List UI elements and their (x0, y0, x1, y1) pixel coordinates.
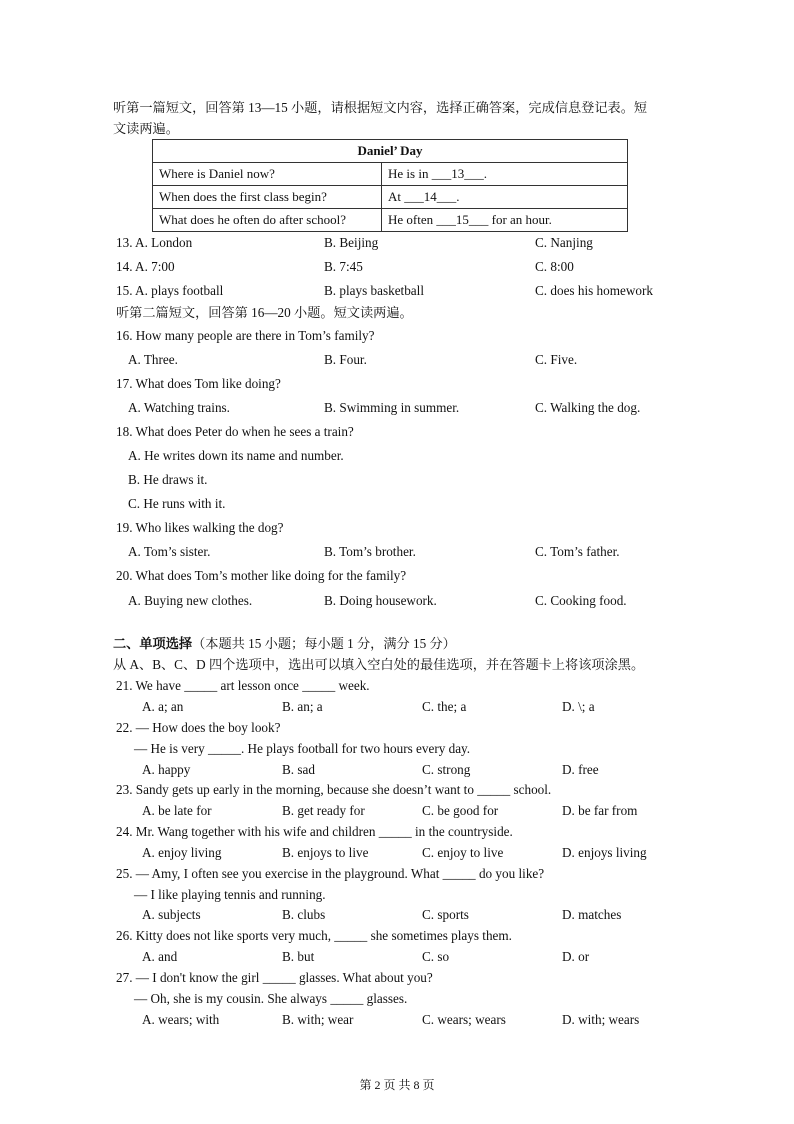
table-question: When does the first class begin? (153, 186, 382, 209)
section2-heading: 二、单项选择 (113, 636, 193, 651)
q23-stem: 23. Sandy gets up early in the morning, because she doesn’t want to _____ school. (116, 782, 552, 797)
q19-option-b: B. Tom’s brother. (324, 544, 416, 559)
q23-option-a: A. be late for (142, 803, 212, 818)
q19-option-c: C. Tom’s father. (535, 544, 620, 559)
q24-stem: 24. Mr. Wang together with his wife and children _____ in the countryside. (116, 824, 513, 839)
q23-option-b: B. get ready for (282, 803, 365, 818)
q21-stem: 21. We have _____ art lesson once _____ week. (116, 678, 370, 693)
table-answer: He often ___15___ for an hour. (382, 209, 628, 232)
q16-option-c: C. Five. (535, 352, 578, 367)
q19-option-a: A. Tom’s sister. (128, 544, 211, 559)
q20-stem: 20. What does Tom’s mother like doing for the family? (116, 568, 407, 583)
q16-option-b: B. Four. (324, 352, 367, 367)
q15-option-b: B. plays basketball (324, 283, 424, 298)
q22-option-c: C. strong (422, 762, 471, 777)
part1-intro-line1: 听第一篇短文，回答第 13—15 小题，请根据短文内容，选择正确答案，完成信息登记表。短 (113, 100, 648, 115)
q15-option-a: 15. A. plays football (116, 283, 224, 298)
q24-option-c: C. enjoy to live (422, 845, 504, 860)
q26-option-a: A. and (142, 949, 178, 964)
q20-option-b: B. Doing housework. (324, 593, 437, 608)
q20-option-a: A. Buying new clothes. (128, 593, 253, 608)
q25-stem-reply: — I like playing tennis and running. (134, 887, 326, 902)
q27-option-a: A. wears; with (142, 1012, 220, 1027)
q15-option-c: C. does his homework (535, 283, 653, 298)
page-footer: 第 2 页 共 8 页 (359, 1078, 435, 1092)
part2-intro: 听第二篇短文，回答第 16—20 小题。短文读两遍。 (116, 305, 413, 320)
q22-stem: 22. — How does the boy look? (116, 720, 281, 735)
table-row (153, 163, 628, 186)
q22-option-a: A. happy (142, 762, 191, 777)
q21-option-d: D. \; a (562, 699, 595, 714)
q25-option-c: C. sports (422, 907, 469, 922)
table-answer: He is in ___13___. (382, 163, 628, 186)
q23-option-d: D. be far from (562, 803, 638, 818)
table-question: What does he often do after school? (153, 209, 382, 232)
q22-option-d: D. free (562, 762, 599, 777)
q18-option-b: B. He draws it. (128, 472, 208, 487)
section2-note: （本题共 15 小题；每小题 1 分，满分 15 分） (192, 636, 456, 651)
table-question: Where is Daniel now? (153, 163, 382, 186)
q16-stem: 16. How many people are there in Tom’s family? (116, 328, 375, 343)
q22-stem-reply: — He is very _____. He plays football for two hours every day. (134, 741, 471, 756)
q25-stem: 25. — Amy, I often see you exercise in the playground. What _____ do you like? (116, 866, 545, 881)
section2-instruction: 从 A、B、C、D 四个选项中，选出可以填入空白处的最佳选项，并在答题卡上将该项涂黑。 (113, 657, 645, 672)
q23-option-c: C. be good for (422, 803, 499, 818)
q17-option-b: B. Swimming in summer. (324, 400, 460, 415)
q17-option-c: C. Walking the dog. (535, 400, 641, 415)
q17-option-a: A. Watching trains. (128, 400, 230, 415)
q19-stem: 19. Who likes walking the dog? (116, 520, 284, 535)
q22-option-b: B. sad (282, 762, 315, 777)
q26-option-c: C. so (422, 949, 450, 964)
q18-stem: 18. What does Peter do when he sees a train? (116, 424, 354, 439)
q25-option-a: A. subjects (142, 907, 201, 922)
q27-stem-reply: — Oh, she is my cousin. She always _____ glasses. (134, 991, 408, 1006)
q18-option-c: C. He runs with it. (128, 496, 226, 511)
part1-intro-line2: 文读两遍。 (113, 121, 179, 136)
q21-option-c: C. the; a (422, 699, 467, 714)
q27-option-d: D. with; wears (562, 1012, 640, 1027)
q27-stem: 27. — I don't know the girl _____ glasses. What about you? (116, 970, 433, 985)
q24-option-d: D. enjoys living (562, 845, 647, 860)
q13-option-c: C. Nanjing (535, 235, 593, 250)
q21-option-a: A. a; an (142, 699, 184, 714)
table-row (153, 186, 628, 209)
section2-title (113, 635, 456, 652)
q26-option-b: B. but (282, 949, 315, 964)
q18-option-a: A. He writes down its name and number. (128, 448, 344, 463)
table-answer: At ___14___. (382, 186, 628, 209)
table-row (153, 209, 628, 232)
q14-option-b: B. 7:45 (324, 259, 363, 274)
q14-option-c: C. 8:00 (535, 259, 574, 274)
q13-option-a: 13. A. London (116, 235, 193, 250)
q21-option-b: B. an; a (282, 699, 323, 714)
q17-stem: 17. What does Tom like doing? (116, 376, 281, 391)
q24-option-a: A. enjoy living (142, 845, 222, 860)
q27-option-c: C. wears; wears (422, 1012, 506, 1027)
q20-option-c: C. Cooking food. (535, 593, 627, 608)
q24-option-b: B. enjoys to live (282, 845, 369, 860)
info-table (152, 139, 628, 232)
q27-option-b: B. with; wear (282, 1012, 354, 1027)
q26-stem: 26. Kitty does not like sports very much, _____ she sometimes plays them. (116, 928, 512, 943)
q16-option-a: A. Three. (128, 352, 178, 367)
q25-option-b: B. clubs (282, 907, 326, 922)
info-table-title: Daniel’ Day (153, 140, 628, 163)
q14-option-a: 14. A. 7:00 (116, 259, 175, 274)
q26-option-d: D. or (562, 949, 590, 964)
q13-option-b: B. Beijing (324, 235, 379, 250)
q25-option-d: D. matches (562, 907, 622, 922)
